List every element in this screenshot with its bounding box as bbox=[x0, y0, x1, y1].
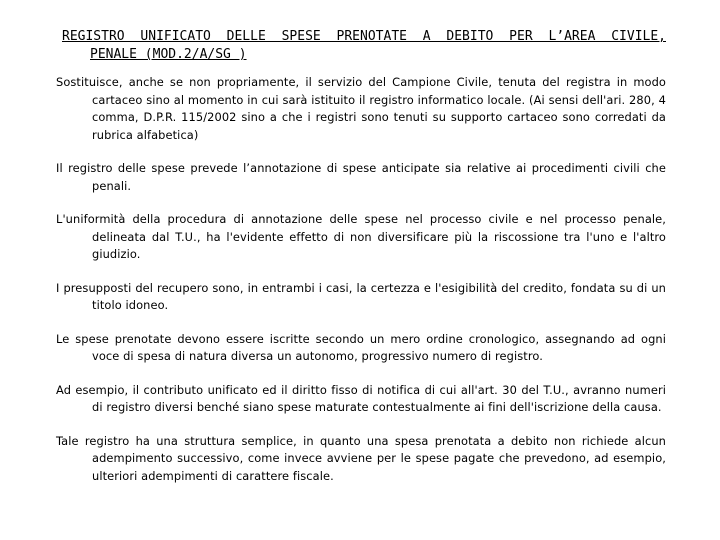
paragraph-presupposti: I presupposti del recupero sono, in entrambi i casi, la certezza e l'esigibilità del credito, fondata su di un titolo idoneo. bbox=[56, 280, 666, 312]
paragraph-esempio: Ad esempio, il contributo unificato ed il diritto fisso di notifica di cui all'art. 30 del T.U., avranno numeri di registro diversi benché siano spese maturate contestualmente ai fini dell'iscrizione della causa. bbox=[56, 382, 666, 414]
paragraph-uniformita: L'uniformità della procedura di annotazione delle spese nel processo civile e nel processo penale, delineata dal T.U., ha l'evidente effetto di non diversificare più la riscossione tra l'uno e l'altro giudizio. bbox=[56, 212, 666, 261]
paragraph-spese-anticipate: Il registro delle spese prevede l’annotazione di spese anticipate sia relative ai procedimenti civili che penali. bbox=[56, 161, 666, 193]
page-title bbox=[56, 28, 666, 64]
title-line-1: REGISTRO UNIFICATO DELLE SPESE PRENOTATE A DEBITO PER L’AREA CIVILE, bbox=[62, 29, 666, 44]
paragraph-struttura: Tale registro ha una struttura semplice, in quanto una spesa prenotata a debito non richiede alcun adempimento successivo, come invece avviene per le spese pagate che prevedono, ad esempio, ulteriori adempimenti di carattere fiscale. bbox=[56, 433, 666, 483]
paragraph-ordine-cronologico: Le spese prenotate devono essere iscritte secondo un mero ordine cronologico, assegnando ad ogni voce di spesa di natura diversa un autonomo, progressivo numero di registro. bbox=[56, 331, 666, 363]
slide-content bbox=[56, 28, 666, 501]
title-line-2: PENALE (MOD.2/A/SG ) bbox=[90, 47, 247, 62]
paragraph-campione-civile: Sostituisce, anche se non propriamente, il servizio del Campione Civile, tenuta del registra in modo cartaceo sino al momento in cui sarà istituito il registro informatico locale. (Ai sensi dell'ari. 280, 4 comma, D.P.R. 115/2002 sino a che i registri sono tenuti su supporto cartaceo sono corredati da rubrica alfabetica) bbox=[56, 75, 666, 142]
